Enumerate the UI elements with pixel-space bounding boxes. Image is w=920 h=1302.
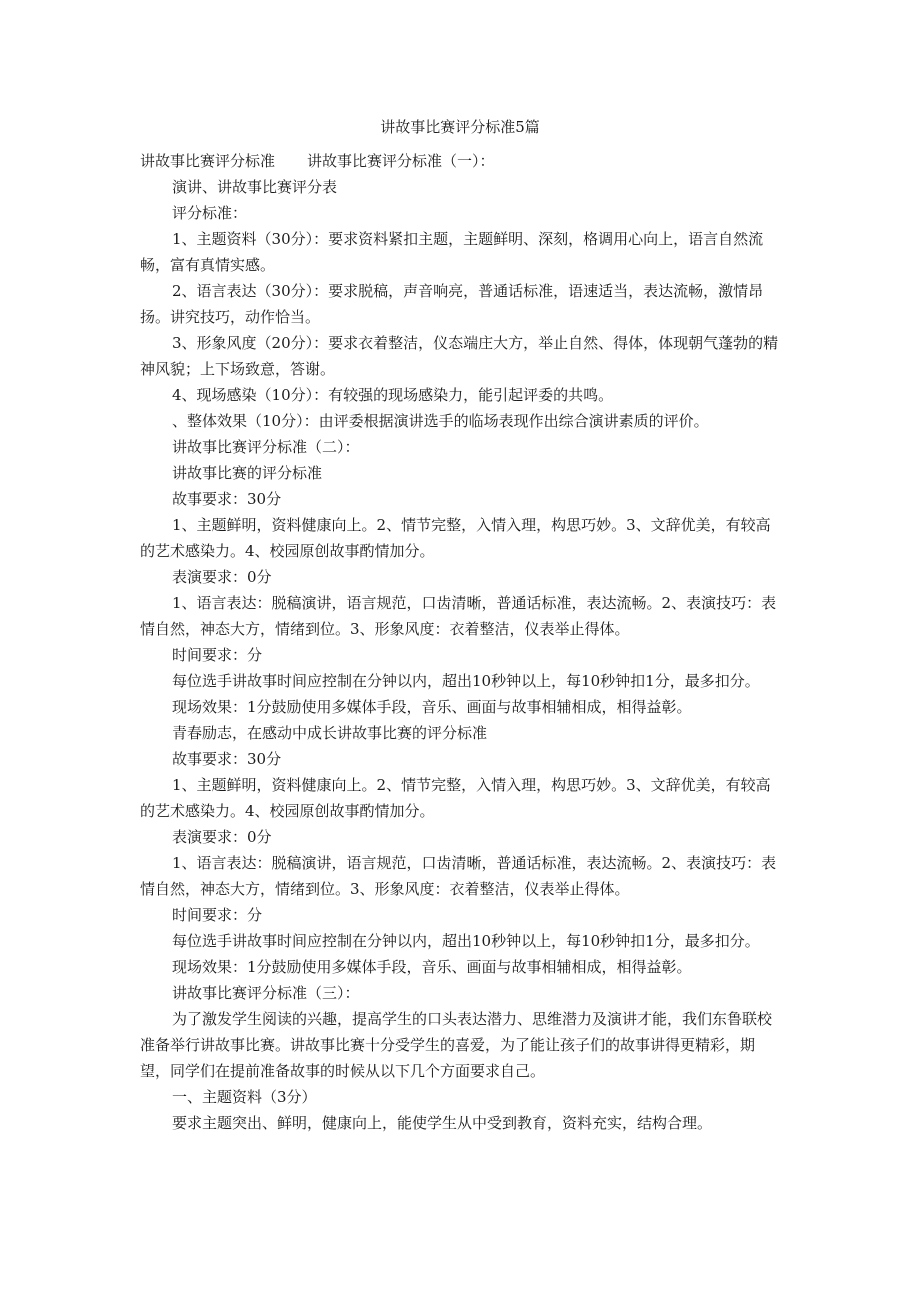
- paragraph: 讲故事比赛评分标准（三）：: [172, 984, 360, 1002]
- paragraph: 时间要求：分: [172, 906, 263, 924]
- paragraph: 要求主题突出、鲜明，健康向上，能使学生从中受到教育，资料充实，结构合理。: [172, 1114, 713, 1132]
- paragraph: 1、语言表达：脱稿演讲，语言规范，口齿清晰，普通话标准，表达流畅。2、表演技巧：表情自然，神态大方，情绪到位。3、形象风度：衣着整洁，仪表举止得体。: [140, 594, 777, 638]
- paragraph: 表演要求：0分: [172, 828, 272, 846]
- paragraph: 演讲、讲故事比赛评分表: [172, 178, 338, 196]
- paragraph: 1、主题鲜明，资料健康向上。2、情节完整，入情入理，构思巧妙。3、文辞优美，有较高的艺术感染力。4、校园原创故事酌情加分。: [140, 776, 771, 820]
- paragraph: 、整体效果（10分）：由评委根据演讲选手的临场表现作出综合演讲素质的评价。: [172, 412, 709, 430]
- paragraph: 每位选手讲故事时间应控制在分钟以内，超出10秒钟以上，每10秒钟扣1分，最多扣分。: [172, 932, 760, 950]
- paragraph: 1、主题鲜明，资料健康向上。2、情节完整，入情入理，构思巧妙。3、文辞优美，有较高的艺术感染力。4、校园原创故事酌情加分。: [140, 516, 771, 560]
- paragraph: 表演要求：0分: [172, 568, 272, 586]
- first-line: [140, 148, 782, 174]
- paragraph: 故事要求：30分: [172, 490, 282, 508]
- paragraph: 4、现场感染（10分）：有较强的现场感染力，能引起评委的共鸣。: [172, 386, 614, 404]
- first-line-right: 讲故事比赛评分标准（一）：: [307, 152, 495, 170]
- paragraph: 一、主题资料（3分）: [172, 1088, 317, 1106]
- paragraph: 1、语言表达：脱稿演讲，语言规范，口齿清晰，普通话标准，表达流畅。2、表演技巧：表情自然，神态大方，情绪到位。3、形象风度：衣着整洁，仪表举止得体。: [140, 854, 777, 898]
- paragraph: 每位选手讲故事时间应控制在分钟以内，超出10秒钟以上，每10秒钟扣1分，最多扣分。: [172, 672, 760, 690]
- paragraph: 3、形象风度（20分）：要求衣着整洁，仪态端庄大方，举止自然、得体，体现朝气蓬勃的精神风貌；上下场致意，答谢。: [140, 334, 779, 378]
- paragraph: 现场效果：1分鼓励使用多媒体手段，音乐、画面与故事相辅相成，相得益彰。: [172, 958, 692, 976]
- paragraph: 1、主题资料（30分）：要求资料紧扣主题，主题鲜明、深刻，格调用心向上，语言自然流畅，富有真情实感。: [140, 230, 764, 274]
- paragraph: 评分标准：: [172, 204, 248, 222]
- paragraph: 讲故事比赛评分标准（二）：: [172, 438, 360, 456]
- paragraph: 青春励志，在感动中成长讲故事比赛的评分标准: [172, 724, 488, 742]
- paragraph: 故事要求：30分: [172, 750, 282, 768]
- paragraph: 2、语言表达（30分）：要求脱稿，声音响亮，普通话标准，语速适当，表达流畅，激情昂扬。讲究技巧，动作恰当。: [140, 282, 764, 326]
- document-title: 讲故事比赛评分标准5篇: [380, 118, 540, 136]
- paragraph: 时间要求：分: [172, 646, 263, 664]
- first-line-left: 讲故事比赛评分标准: [140, 152, 276, 170]
- paragraph: 讲故事比赛的评分标准: [172, 464, 323, 482]
- paragraph: 为了激发学生阅读的兴趣，提高学生的口头表达潜力、思维潜力及演讲才能，我们东鲁联校准备举行讲故事比赛。讲故事比赛十分受学生的喜爱，为了能让孩子们的故事讲得更精彩，期望，同学们在提前准备故事的时候从以下几个方面要求自己。: [140, 1010, 773, 1080]
- document-body: [140, 148, 782, 1136]
- paragraph: 现场效果：1分鼓励使用多媒体手段，音乐、画面与故事相辅相成，相得益彰。: [172, 698, 692, 716]
